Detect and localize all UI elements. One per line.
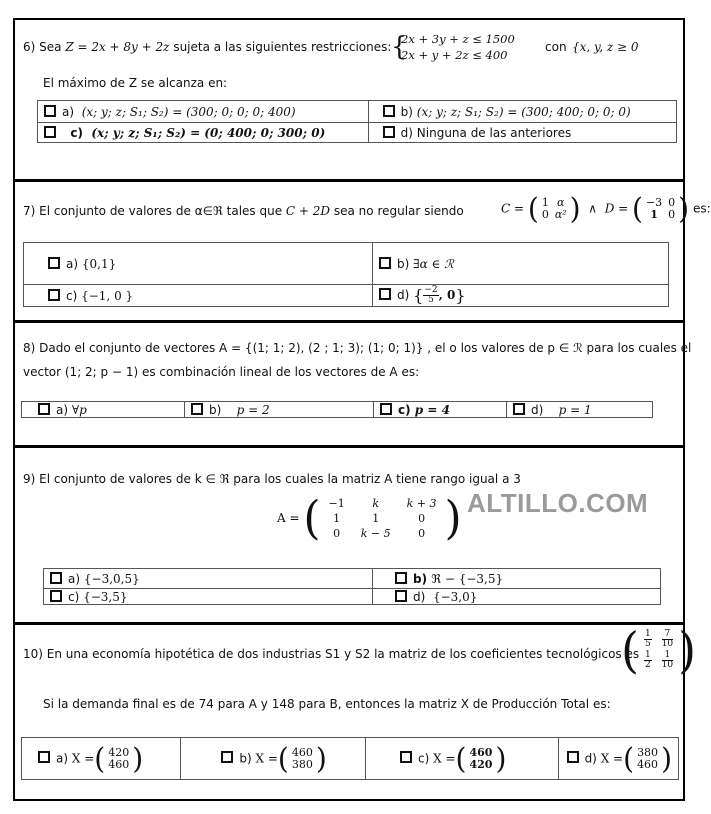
x-vector [634,747,661,771]
matrix-fraction [644,651,652,670]
q6-constraint-1: 2x + 3y + z ≤ 1500 [401,32,515,46]
option-label: d) [584,751,597,765]
option-text: {0,1} [81,256,117,271]
q9-options [43,568,661,605]
q9-a-name: A = [277,511,300,525]
matrix-fraction [644,630,652,649]
fraction-numerator: 1 [644,629,651,639]
q7-option-d[interactable] [373,285,669,307]
option-label: c) [68,589,80,604]
q7-option-b[interactable] [373,243,669,285]
q7-text-2: sea no regular siendo [333,204,464,218]
q7-c-name: C = [501,201,525,216]
question-9 [13,446,685,624]
q9-option-b[interactable] [373,569,661,589]
q7-statement [23,204,464,218]
x-name: X = [71,751,95,765]
paren-left: ( [94,740,106,776]
paren-left: ( [277,740,289,776]
paren-right: ) [495,740,507,776]
option-text: ∀p [71,402,87,417]
option-text: {−3,5} [83,589,128,604]
q6-statement [23,40,391,54]
paren-left: ( [455,740,467,776]
option-text: {−3,0} [432,589,478,604]
checkbox-icon[interactable] [513,403,525,415]
watermark: ALTILLO.COM [467,488,649,518]
paren-left: ( [303,491,321,545]
paren-right: ) [132,740,144,776]
q6-objective: Z = 2x + 8y + 2z [65,40,170,54]
q6-option-c[interactable] [38,123,369,143]
paren-right: ) [661,740,672,776]
q6-nonneg: {x, y, z ≥ 0 [572,40,639,54]
matrix-cell: 0 [668,208,676,221]
checkbox-icon[interactable] [383,105,395,117]
option-label: c) [70,125,83,140]
option-label: d) [400,125,413,140]
option-label: d) [531,402,544,417]
q6-intro: 6) Sea [23,40,62,54]
vector-cell: 460 [469,745,493,759]
q7-and: ∧ [588,201,598,216]
q6-option-d[interactable] [369,123,677,143]
matrix-cell: −3 [645,196,663,209]
matrix-cell: α [557,196,565,209]
option-label: d) [397,288,410,302]
paren-right: ) [315,740,327,776]
x-vector [466,747,495,771]
question-10 [13,621,697,801]
option-label: d) [413,589,426,604]
q9-matrix-a [277,491,462,545]
option-label: b) [400,104,413,119]
vector-cell: 380 [291,757,313,771]
q8-option-d[interactable] [507,402,653,418]
q10-option-d[interactable] [558,738,678,780]
paren-left: ( [621,621,639,679]
option-text: (x; y; z; S₁; S₂) = (0; 400; 0; 300; 0) [91,125,326,140]
vector-cell: 460 [291,745,313,759]
vector-cell: 460 [637,757,659,771]
vector-cell: 460 [108,757,130,771]
option-label: c) [66,288,78,303]
q7-expr: C + 2D [285,204,331,218]
option-text: Ninguna de las anteriores [416,125,572,140]
checkbox-icon[interactable] [379,288,391,300]
q9-option-c[interactable] [44,589,373,605]
q10-demand: Si la demanda final es de 74 para A y 148 para B, entonces la matriz X de Producción Total es: [43,697,611,711]
q7-end: es: [692,201,711,216]
brace-left: { [413,286,424,305]
matrix-fraction [662,651,673,670]
fraction-denominator: 10 [661,660,674,670]
q7-option-a[interactable] [24,243,373,285]
q6-subject-to: sujeta a las siguientes restricciones: [173,40,392,54]
matrix-cell: 1 [650,208,658,221]
option-label: a) [56,402,69,417]
option-label: b) [239,751,252,765]
fraction-numerator: −2 [424,285,438,295]
matrix-cell: α² [554,208,567,221]
option-text: {−1, 0 } [81,288,134,303]
fraction-denominator: 5 [644,639,651,649]
checkbox-icon[interactable] [44,126,56,138]
checkbox-icon[interactable] [221,751,233,763]
paren-left: ( [527,191,539,226]
checkbox-icon[interactable] [48,289,60,301]
fraction-numerator: 7 [662,630,673,640]
q7-matrices [501,191,711,226]
checkbox-icon[interactable] [44,105,56,117]
constraint-brace: { [391,32,408,62]
q8-option-c[interactable] [374,402,507,418]
q10-option-b[interactable] [181,738,366,780]
matrix-cell: 0 [668,196,676,209]
matrix-cell: 1 [372,512,380,525]
option-label: a) [62,104,75,119]
vector-cell: 380 [637,745,659,759]
matrix-cell: 0 [333,527,341,540]
q6-options [37,100,677,143]
q8-options [21,401,653,418]
q6-prompt: El máximo de Z se alcanza en: [43,76,228,90]
matrix-cell: 1 [541,196,549,209]
option-text: {−3,0,5} [83,571,140,586]
matrix-cell: 0 [418,512,426,525]
matrix-fraction [662,630,673,649]
question-7 [13,180,711,322]
option-label: b) [209,402,222,417]
checkbox-icon[interactable] [400,751,412,763]
checkbox-icon[interactable] [395,572,407,584]
checkbox-icon[interactable] [395,590,407,602]
option-label: c) [418,751,430,765]
matrix-cell: k + 3 [406,497,437,510]
option-text: (x; y; z; S₁; S₂) = (300; 400; 0; 0; 0) [416,104,631,119]
q8-option-b[interactable] [185,402,374,418]
checkbox-icon[interactable] [380,403,392,415]
q7-option-c[interactable] [24,285,373,307]
q9-statement: 9) El conjunto de valores de k ∈ ℜ para los cuales la matriz A tiene rango igual a 3 [23,472,521,486]
q9-option-d[interactable] [373,589,661,605]
x-name: X = [433,751,456,765]
q10-statement: 10) En una economía hipotética de dos industrias S1 y S2 la matriz de los coeficientes tecnológicos es [23,647,640,661]
fraction-denominator: 5 [428,295,434,305]
q8-line-1: 8) Dado el conjunto de vectores A = {(1; 1; 2), (2 ; 1; 3); (1; 0; 1)} , el o los valores de p ∈ ℛ para los cuales el [23,341,692,355]
option-text: p = 1 [558,402,592,417]
fraction-numerator: 1 [662,651,673,661]
paren-left: ( [623,740,635,776]
option-text: p = 2 [236,402,270,417]
fraction-numerator: 1 [644,650,651,660]
fraction-denominator: 10 [661,639,674,649]
tech-matrix [639,629,678,671]
q6-option-b[interactable] [369,101,677,123]
paren-right: ) [444,491,462,545]
option-label: b) [397,256,410,271]
q7-text-1: 7) El conjunto de valores de α∈ℜ tales que [23,204,283,218]
option-label: c) [398,402,411,417]
q7-d-matrix [643,197,678,221]
q8-option-a[interactable] [22,402,185,418]
x-vector [105,747,132,771]
checkbox-icon[interactable] [38,751,50,763]
matrix-cell: 0 [418,527,426,540]
matrix-cell: k [372,497,380,510]
q8-line-2: vector (1; 2; p − 1) es combinación lineal de los vectores de A es: [23,365,420,379]
option-text: (x; y; z; S₁; S₂) = (300; 0; 0; 0; 400) [81,104,296,119]
checkbox-icon[interactable] [38,403,50,415]
option-label: a) [56,751,69,765]
option-label: b) [413,571,428,586]
q6-constraint-2: 2x + y + 2z ≤ 400 [401,48,508,62]
option-label: a) [66,256,79,271]
option-label: a) [68,571,81,586]
q9-a-matrix [321,496,445,541]
option-text: ∃α ∈ ℛ [413,256,454,271]
q7-c-matrix [539,197,570,221]
checkbox-icon[interactable] [191,403,203,415]
q7-d-fraction [423,286,438,305]
checkbox-icon[interactable] [379,257,391,269]
x-vector [289,747,316,771]
x-name: X = [600,751,624,765]
checkbox-icon[interactable] [50,590,62,602]
checkbox-icon[interactable] [50,572,62,584]
vector-cell: 420 [469,757,493,771]
option-text: , 0 [438,288,456,302]
checkbox-icon[interactable] [383,126,395,138]
question-6 [13,18,685,181]
paren-right: ) [569,191,581,226]
checkbox-icon[interactable] [48,257,60,269]
q10-tech-matrix [621,621,697,679]
vector-cell: 420 [108,745,130,759]
q10-options [21,737,679,780]
q10-option-c[interactable] [366,738,559,780]
q6-option-a[interactable] [38,101,369,123]
paren-left: ( [632,191,643,226]
question-8 [13,321,692,447]
q6-con: con [545,40,567,54]
q10-option-a[interactable] [22,738,181,780]
brace-right: } [455,286,466,305]
q7-options [23,242,669,307]
paren-right: ) [678,621,697,679]
checkbox-icon[interactable] [567,751,579,763]
matrix-cell: k − 5 [360,527,391,540]
matrix-cell: −1 [328,497,345,510]
paren-right: ) [678,191,690,226]
matrix-cell: 1 [333,512,341,525]
q7-d-name: D = [604,201,629,216]
q9-option-a[interactable] [44,569,373,589]
x-name: X = [255,751,278,765]
option-text: ℜ − {−3,5} [431,571,504,586]
fraction-denominator: 2 [644,660,651,670]
option-text: p = 4 [414,402,450,417]
matrix-cell: 0 [541,208,549,221]
